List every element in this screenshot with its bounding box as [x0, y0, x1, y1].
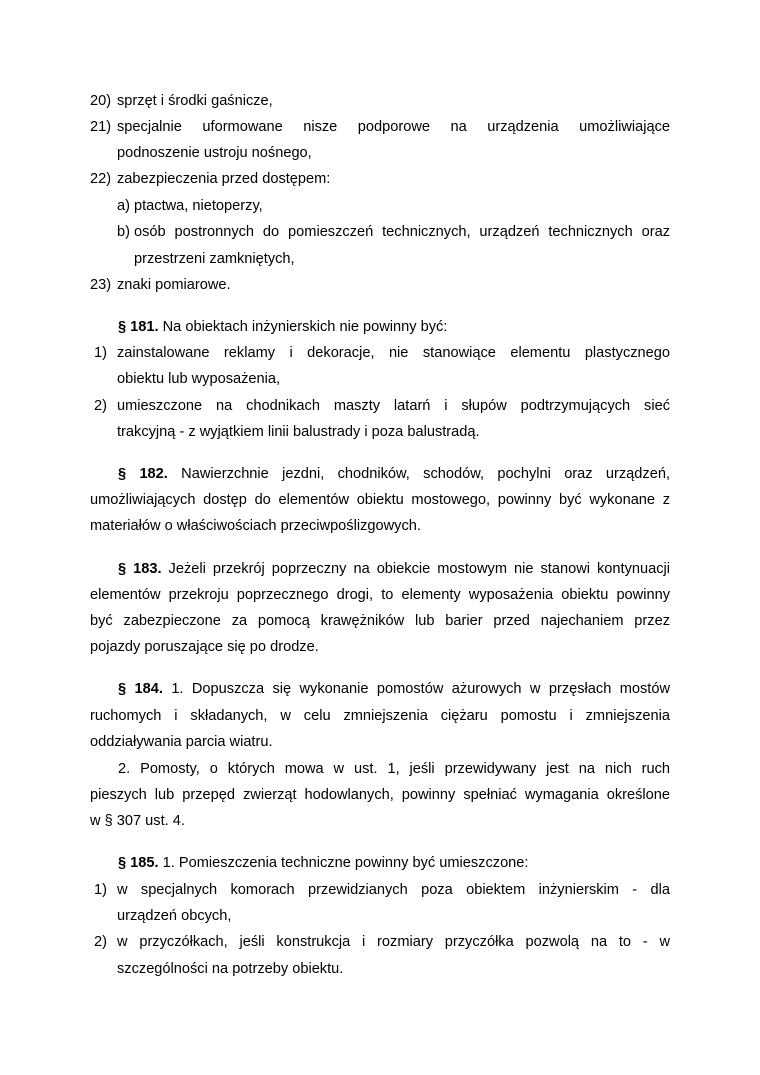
list-item-text: przestrzeni zamkniętych,: [134, 251, 295, 267]
paragraph-183-line: być zabezpieczone za pomocą krawężników lub barier przed najechaniem przez: [90, 613, 670, 629]
list-item-text: sprzęt i środki gaśnicze,: [117, 93, 273, 109]
list-item-text: specjalnie uformowane nisze podporowe na urządzenia umożliwiające: [117, 119, 670, 135]
list-marker: b): [117, 224, 130, 240]
list-marker: 2): [94, 934, 107, 950]
paragraph-number: § 183.: [118, 561, 162, 577]
list-item-text: zainstalowane reklamy i dekoracje, nie stanowiące elementu plastycznego: [117, 345, 670, 361]
paragraph-184-line: oddziaływania parcia wiatru.: [90, 734, 273, 750]
list-marker: a): [117, 198, 130, 214]
paragraph-number: § 181.: [118, 319, 159, 335]
paragraph-181-heading: [118, 318, 447, 336]
list-marker: 23): [90, 277, 112, 293]
paragraph-183-line: § 183. Jeżeli przekrój poprzeczny na obiekcie mostowym nie stanowi kontynuacji: [118, 561, 670, 577]
paragraph-intro: 1. Pomieszczenia techniczne powinny być umieszczone:: [158, 855, 529, 871]
list-item-text: znaki pomiarowe.: [117, 277, 231, 293]
paragraph-183-line: elementów przekroju poprzecznego drogi, to elementy wyposażenia obiektu powinny: [90, 587, 670, 603]
paragraph-182-line: umożliwiających dostęp do elementów obiektu mostowego, powinny być wykonane z: [90, 492, 670, 508]
list-marker: 1): [94, 882, 107, 898]
paragraph-intro: Na obiektach inżynierskich nie powinny być:: [158, 319, 448, 335]
list-item-text: obiektu lub wyposażenia,: [117, 371, 281, 387]
list-item-text: w przyczółkach, jeśli konstrukcja i rozmiary przyczółka pozwolą na to - w: [117, 934, 670, 950]
list-marker: 21): [90, 119, 112, 135]
list-item-text: umieszczone na chodnikach maszty latarń i słupów podtrzymujących sieć: [117, 398, 670, 414]
paragraph-182-line: § 182. Nawierzchnie jezdni, chodników, schodów, pochylni oraz urządzeń,: [118, 466, 671, 482]
list-item-text: szczególności na potrzeby obiektu.: [117, 961, 344, 977]
list-marker: 22): [90, 171, 112, 187]
list-item-text: trakcyjną - z wyjątkiem linii balustrady i poza balustradą.: [117, 424, 480, 440]
paragraph-184-line: ruchomych i składanych, w celu zmniejszenia ciężaru pomostu i zmniejszenia: [90, 708, 670, 724]
list-item-text: osób postronnych do pomieszczeń technicznych, urządzeń technicznych oraz: [134, 224, 670, 240]
paragraph-number: § 184.: [118, 681, 163, 697]
list-marker: 2): [94, 398, 107, 414]
list-marker: 20): [90, 93, 112, 109]
paragraph-184-line: 2. Pomosty, o których mowa w ust. 1, jeśli przewidywany jest na nich ruch: [118, 761, 670, 777]
list-item-text: urządzeń obcych,: [117, 908, 232, 924]
list-item-text: zabezpieczenia przed dostępem:: [117, 171, 331, 187]
paragraph-185-heading: [118, 854, 528, 872]
paragraph-182-line: materiałów o właściwościach przeciwpoślizgowych.: [90, 518, 421, 534]
list-item-text: ptactwa, nietoperzy,: [134, 198, 263, 214]
list-marker: 1): [94, 345, 107, 361]
paragraph-184-line: w § 307 ust. 4.: [90, 813, 185, 829]
list-item-text: podnoszenie ustroju nośnego,: [117, 145, 312, 161]
paragraph-184-line: § 184. 1. Dopuszcza się wykonanie pomostów ażurowych w przęsłach mostów: [118, 681, 670, 697]
paragraph-183-line: pojazdy poruszające się po drodze.: [90, 639, 319, 655]
paragraph-184-line: pieszych lub przepęd zwierząt hodowlanych, powinny spełniać wymagania określone: [90, 787, 670, 803]
list-item-text: w specjalnych komorach przewidzianych poza obiektem inżynierskim - dla: [117, 882, 670, 898]
paragraph-number: § 185.: [118, 855, 159, 871]
paragraph-number: § 182.: [118, 466, 168, 482]
